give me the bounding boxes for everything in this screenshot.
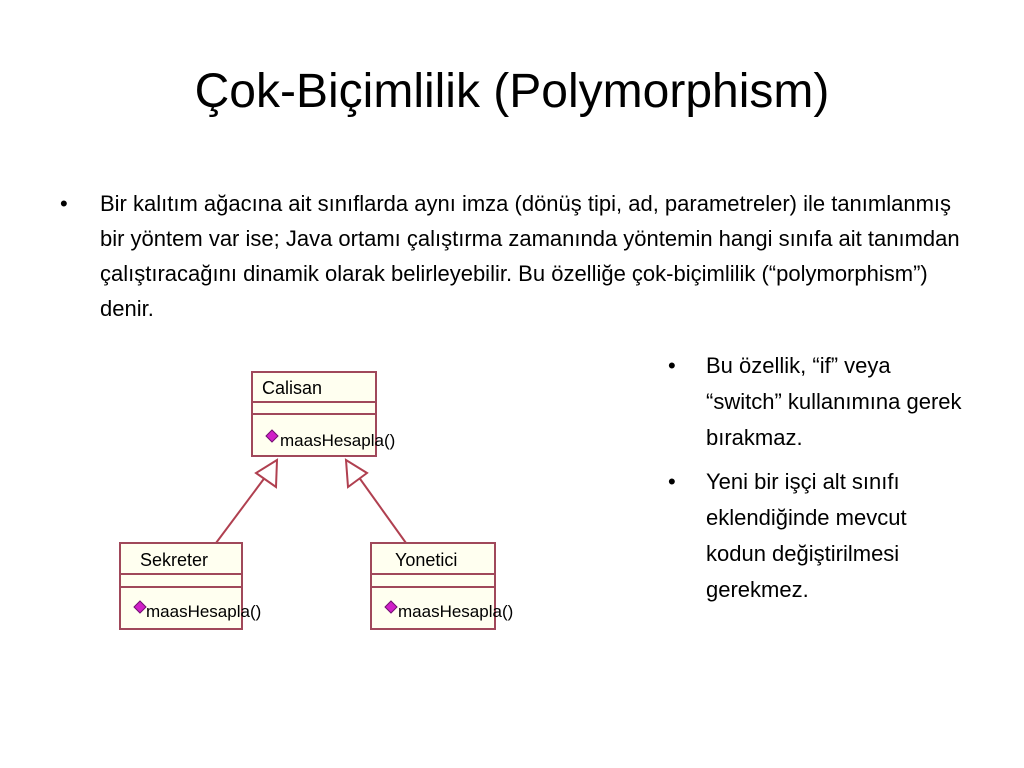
class-name: Sekreter	[140, 550, 209, 570]
class-name: Calisan	[262, 378, 323, 398]
main-bullet-text: Bir kalıtım ağacına ait sınıflarda aynı imza (dönüş tipi, ad, parametreler) ile tanımlanmış bir yöntem var ise; Java ortamı çalıştırma zamanında yöntemin hangi sınıfa ait tanımdan çalıştıracağını dinamik olarak belirleyebilir. Bu özelliğe çok-biçimlilik (“polymorphism”) denir.	[100, 191, 960, 321]
class-operation: maasHesapla()	[146, 602, 262, 621]
inheritance-edge-sekreter	[216, 476, 266, 543]
slide-title: Çok-Biçimlilik (Polymorphism)	[194, 65, 830, 118]
class-box-sekreter	[120, 543, 261, 629]
class-box-yonetici	[371, 543, 513, 629]
class-operation: maasHesapla()	[280, 431, 396, 450]
bullet-marker: •	[668, 353, 676, 378]
inheritance-edge-yonetici	[358, 476, 406, 543]
generalization-arrow-icon	[256, 460, 277, 487]
bullet-marker: •	[60, 191, 68, 216]
class-name: Yonetici	[395, 550, 458, 570]
side-bullet-text: Yeni bir işçi alt sınıfı eklendiğinde mevcut kodun değiştirilmesi gerekmez.	[706, 469, 907, 602]
bullet-marker: •	[668, 469, 676, 494]
class-box-calisan	[252, 372, 395, 456]
side-bullet-text: Bu özellik, “if” veya “switch” kullanımına gerek bırakmaz.	[706, 353, 962, 450]
class-operation: maasHesapla()	[398, 602, 514, 621]
